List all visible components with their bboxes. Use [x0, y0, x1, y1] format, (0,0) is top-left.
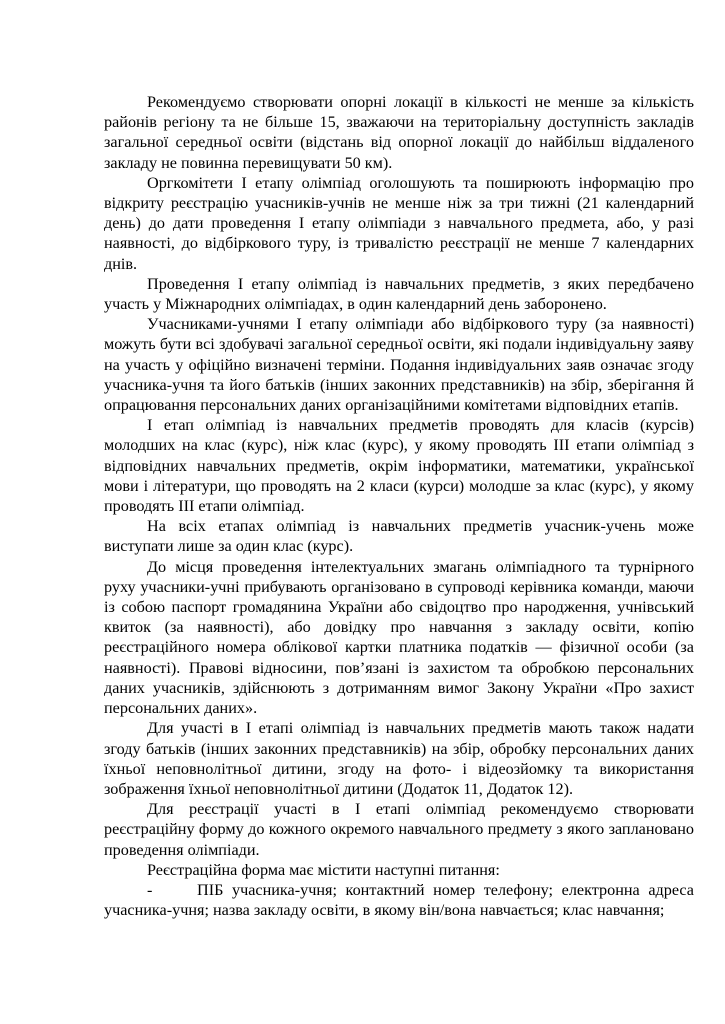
- paragraph-documents: До місця проведення інтелектуальних змагань олімпіадного та турнірного руху учасники-учні прибувають організовано в супроводі керівника команди, маючи із собою паспорт громадянина України або свідоцтво про народження, учнівський квиток (за наявності), або довідку про навчання з закладу освіти, копію реєстраційного номера облікової картки платника податків — фізичної особи (за наявності). Правові відносини, пов’язані із захистом та обробкою персональних даних учасників, здійснюють з дотриманням вимог Закону України «Про захист персональних даних».: [104, 557, 694, 718]
- paragraph-single-day-ban: Проведення І етапу олімпіад із навчальних предметів, з яких передбачено участь у Міжнародних олімпіадах, в один календарний день заборонено.: [104, 274, 694, 314]
- paragraph-one-class: На всіх етапах олімпіад із навчальних предметів учасник-учень може виступати лише за один клас (курс).: [104, 517, 694, 556]
- list-item-text: ПІБ учасника-учня; контактний номер телефону; електронна адреса учасника-учня; назва закладу освіти, в якому він/вона навчається; клас навчання;: [104, 880, 694, 920]
- paragraph-registration-form: Для реєстрації участі в І етапі олімпіад рекомендуємо створювати реєстраційну форму до кожного окремого навчального предмету з якого заплановано проведення олімпіади.: [104, 800, 694, 859]
- paragraph-class-levels: І етап олімпіад із навчальних предметів проводять для класів (курсів) молодших на клас (курс), ніж клас (курс), у якому проводять ІІІ етапи олімпіад з відповідних навчальних предметів, окрім інформатики, математики, української мови і літератури, що проводять на 2 класи (курси) молодше за клас (курс), у якому проводять ІІІ етапи олімпіад.: [104, 416, 694, 516]
- paragraph-participants: Учасниками-учнями І етапу олімпіади або відбіркового туру (за наявності) можуть бути всі здобувачі загальної середньої освіти, які подали індивідуальну заяву на участь у офіційно визначені терміни. Подання індивідуальних заяв означає згоду учасника-учня та його батьків (інших законних представників) на збір, зберігання й опрацювання персональних даних організаційними комітетами відповідних етапів.: [104, 315, 694, 415]
- paragraph-support-locations: Рекомендуємо створювати опорні локації в кількості не менше за кількість районів регіону та не більше 15, зважаючи на територіальну доступність закладів загальної середньої освіти (відстань від опорної локації до найбільш віддаленого закладу не повинна перевищувати 50 км).: [104, 93, 694, 172]
- paragraph-registration-announcement: Оргкомітети І етапу олімпіад оголошують та поширюють інформацію про відкриту реєстрацію учасників-учнів не менше ніж за три тижні (21 календарний день) до дати проведення І етапу олімпіади з навчального предмета, або, у разі наявності, до відбіркового туру, із тривалістю реєстрації не менше 7 календарних днів.: [104, 173, 694, 273]
- list-marker: -: [147, 880, 153, 899]
- list-item: [104, 880, 694, 920]
- paragraph-form-questions: Реєстраційна форма має містити наступні питання:: [147, 860, 500, 879]
- document-page: [104, 92, 694, 920]
- paragraph-parental-consent: Для участі в І етапі олімпіад із навчальних предметів мають також надати згоду батьків (інших законних представників) на збір, обробку персональних даних їхньої неповнолітньої дитини, згоду на фото- і відеозйомку та використання зображення їхньої неповнолітньої дитини (Додаток 11, Додаток 12).: [104, 719, 694, 798]
